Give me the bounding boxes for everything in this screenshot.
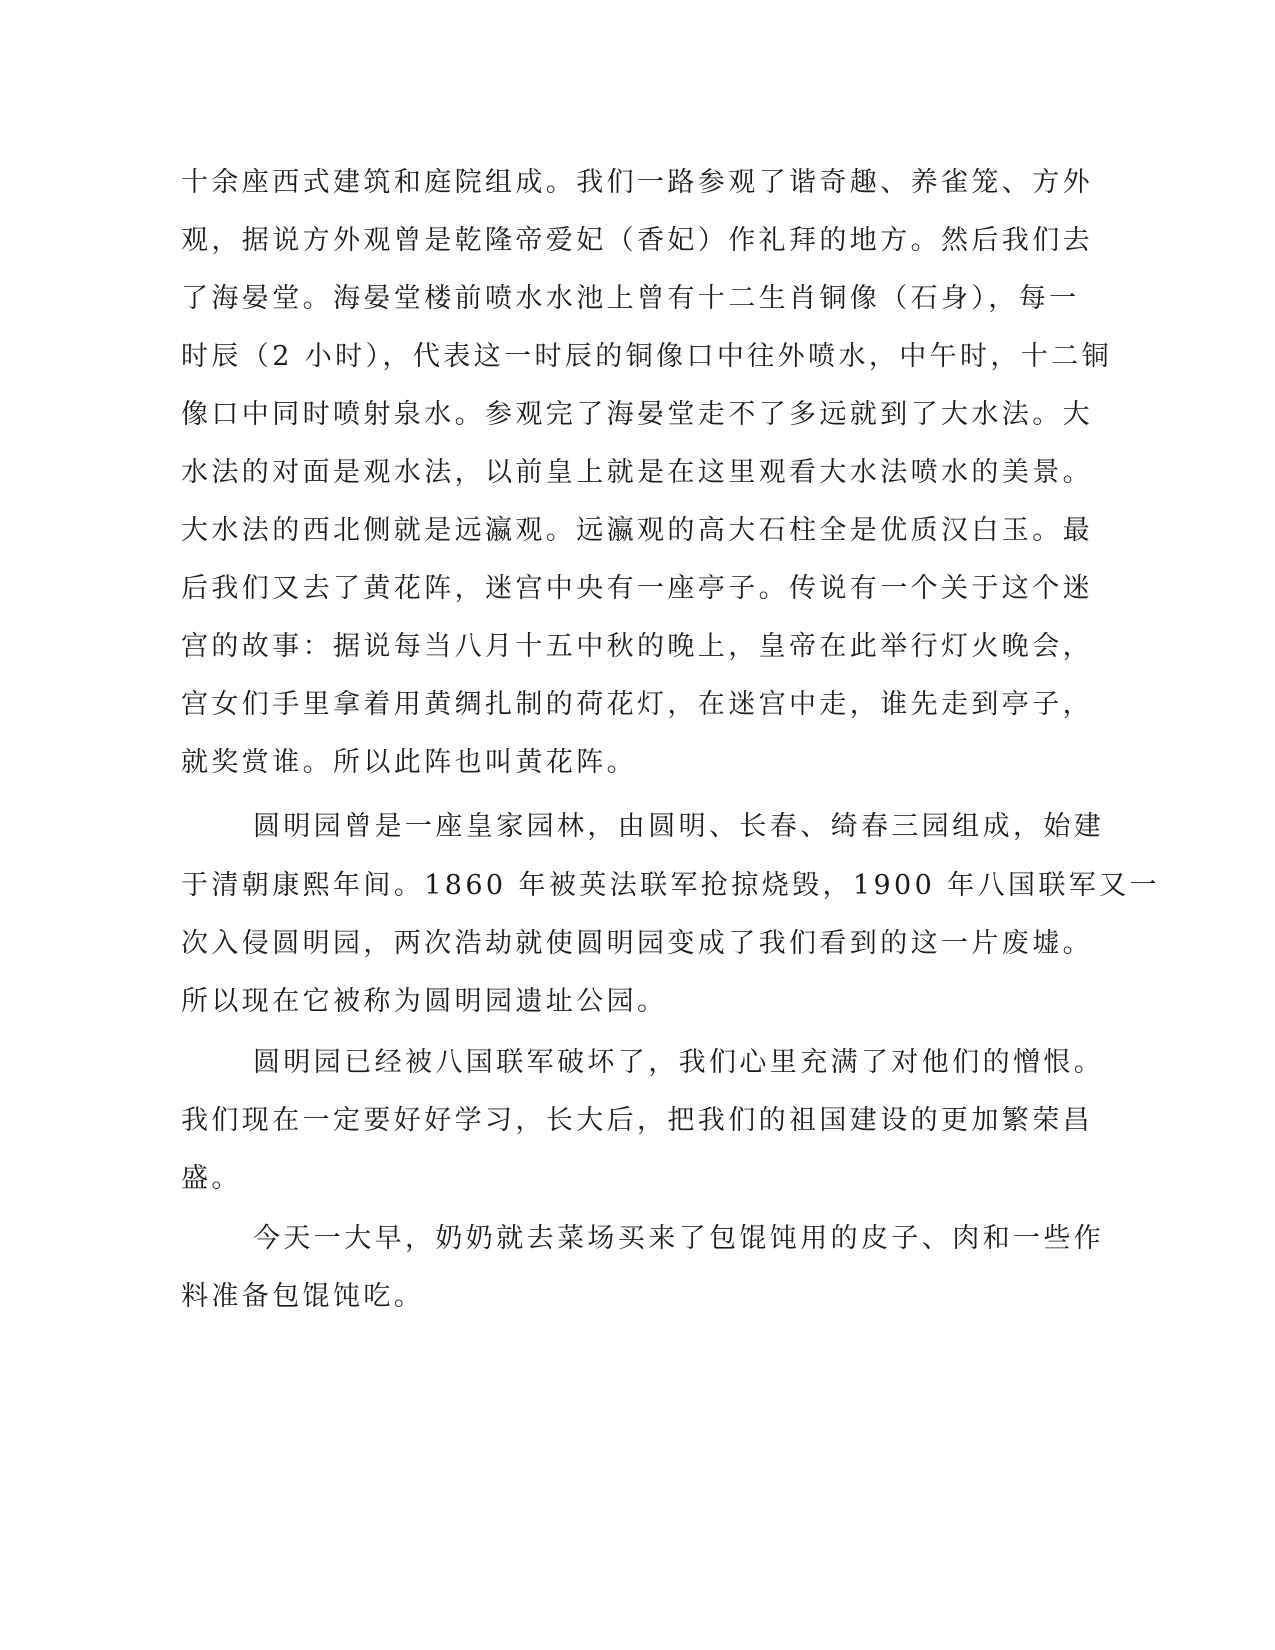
text-line: 十余座西式建筑和庭院组成。我们一路参观了谐奇趣、养雀笼、方外 bbox=[181, 167, 1093, 198]
text-line: 次入侵圆明园，两次浩劫就使圆明园变成了我们看到的这一片废墟。 bbox=[181, 928, 1093, 959]
text-line: 了海晏堂。海晏堂楼前喷水水池上曾有十二生肖铜像（石身），每一 bbox=[181, 283, 1080, 314]
text-line: 就奖赏谁。所以此阵也叫黄花阵。 bbox=[181, 747, 637, 778]
text-line: 所以现在它被称为圆明园遗址公园。 bbox=[181, 986, 668, 1017]
text-line: 观，据说方外观曾是乾隆帝爱妃（香妃）作礼拜的地方。然后我们去 bbox=[181, 225, 1093, 256]
text-line: 后我们又去了黄花阵，迷宫中央有一座亭子。传说有一个关于这个迷 bbox=[181, 573, 1093, 604]
paragraph-first-line: 圆明园已经被八国联军破坏了，我们心里充满了对他们的憎恨。 bbox=[253, 1047, 1105, 1078]
text-line: 于清朝康熙年间。1860 年被英法联军抢掠烧毁，1900 年八国联军又一 bbox=[181, 870, 1160, 901]
text-line: 盛。 bbox=[181, 1163, 242, 1194]
text-line: 宫的故事：据说每当八月十五中秋的晚上，皇帝在此举行灯火晚会， bbox=[181, 631, 1093, 662]
text-line: 时辰（2 小时），代表这一时辰的铜像口中往外喷水，中午时，十二铜 bbox=[181, 341, 1113, 372]
text-line: 像口中同时喷射泉水。参观完了海晏堂走不了多远就到了大水法。大 bbox=[181, 399, 1093, 430]
text-line: 大水法的西北侧就是远瀛观。远瀛观的高大石柱全是优质汉白玉。最 bbox=[181, 515, 1093, 546]
text-line: 宫女们手里拿着用黄绸扎制的荷花灯，在迷宫中走，谁先走到亭子， bbox=[181, 689, 1093, 720]
text-line: 我们现在一定要好好学习，长大后，把我们的祖国建设的更加繁荣昌 bbox=[181, 1105, 1093, 1136]
text-line: 料准备包馄饨吃。 bbox=[181, 1281, 425, 1312]
paragraph-first-line: 圆明园曾是一座皇家园林，由圆明、长春、绮春三园组成，始建 bbox=[253, 811, 1105, 842]
text-line: 水法的对面是观水法，以前皇上就是在这里观看大水法喷水的美景。 bbox=[181, 457, 1093, 488]
paragraph-first-line: 今天一大早，奶奶就去菜场买来了包馄饨用的皮子、肉和一些作 bbox=[253, 1223, 1105, 1254]
